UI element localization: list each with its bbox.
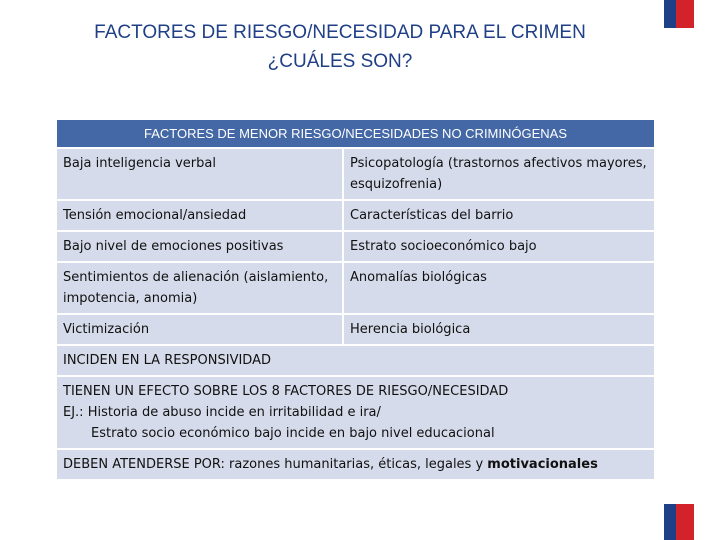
table-cell-right: Estrato socioeconómico bajo [343,231,655,262]
table-row [56,314,655,345]
table-cell-left: Victimización [56,314,343,345]
table-row-deben [56,449,655,480]
deben-text: DEBEN ATENDERSE POR: razones humanitarias, éticas, legales y [63,457,488,472]
table-cell-right: Anomalías biológicas [343,262,655,314]
efecto-line-3: Estrato socio económico bajo incide en bajo nivel educacional [91,426,495,441]
deben-cell [56,449,655,480]
title-line-1: FACTORES DE RIESGO/NECESIDAD PARA EL CRIMEN [94,22,586,43]
table-row-efecto [56,376,655,449]
risk-factors-table [55,118,656,481]
efecto-cell [56,376,655,449]
table-cell-right: Psicopatología (trastornos afectivos mayores, esquizofrenia) [343,148,655,200]
table-header-row [56,119,655,148]
table-cell-left: Sentimientos de alienación (aislamiento, impotencia, anomia) [56,262,343,314]
flag-blue-stripe [664,504,676,540]
flag-red-stripe [676,504,694,540]
table-cell-right: Herencia biológica [343,314,655,345]
slide-title [40,18,640,76]
deben-bold-text: motivacionales [487,457,598,472]
efecto-line-1: TIENEN UN EFECTO SOBRE LOS 8 FACTORES DE RIESGO/NECESIDAD [63,384,509,399]
efecto-line-2: EJ.: Historia de abuso incide en irritabilidad e ira/ [63,405,381,420]
table-row [56,200,655,231]
flag-blue-stripe [664,0,676,28]
table-cell-left: Baja inteligencia verbal [56,148,343,200]
table-row [56,262,655,314]
table-cell-left: Tensión emocional/ansiedad [56,200,343,231]
flag-logo-top [664,0,694,28]
table-row [56,231,655,262]
table-row-inciden [56,345,655,376]
flag-red-stripe [676,0,694,28]
table-cell-right: Características del barrio [343,200,655,231]
flag-logo-bottom [664,504,694,540]
table-row [56,148,655,200]
table-header: FACTORES DE MENOR RIESGO/NECESIDADES NO CRIMINÓGENAS [56,119,655,148]
inciden-cell: INCIDEN EN LA RESPONSIVIDAD [56,345,655,376]
table-cell-left: Bajo nivel de emociones positivas [56,231,343,262]
title-line-2: ¿CUÁLES SON? [267,51,413,72]
